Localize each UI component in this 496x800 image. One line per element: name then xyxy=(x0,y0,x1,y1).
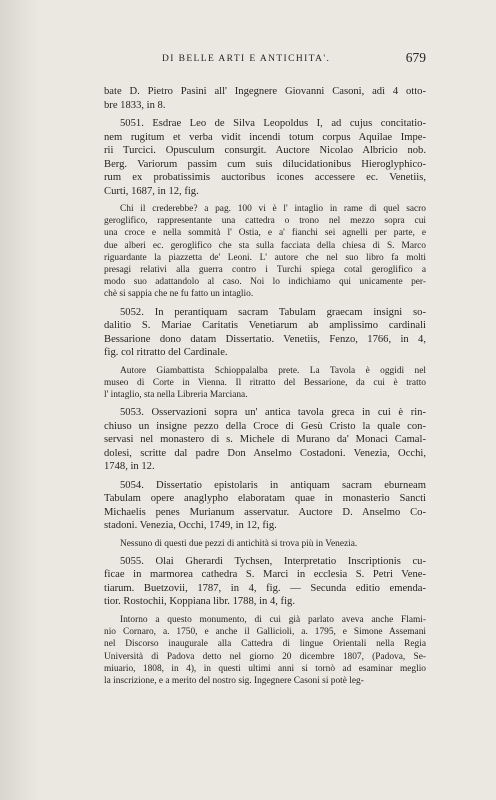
text-line: chè si sappia che ne fu fatto un intaglio. xyxy=(104,289,254,300)
text-line: Chi il crederebbe? a pag. 100 vi è l' intaglio in rame di quel sacro xyxy=(120,204,426,214)
catalog-entry xyxy=(104,85,426,112)
catalog-entry xyxy=(104,117,426,198)
text-line: chiuso un insigne pezzo della Croce di Gesù Cristo la quale con- xyxy=(104,420,426,432)
text-line: 5054. Dissertatio epistolaris in antiquam sacram eburneam xyxy=(120,479,426,491)
page-number: 679 xyxy=(405,50,426,65)
commentary-paragraph xyxy=(104,538,426,550)
text-line: Curti, 1687, in 12, fig. xyxy=(104,185,199,197)
text-line: museo di Corte in Vienna. Il ritratto del Bessarione, da cui è tratto xyxy=(104,377,426,388)
commentary-paragraph xyxy=(104,365,426,402)
text-line: dolesi, scritte dal padre Don Anselmo Costadoni. Venezia, Occhi, xyxy=(104,447,426,459)
text-line: tior. Rostochii, Koppiana libr. 1788, in 4, fig. xyxy=(104,596,295,608)
text-line: miuario, 1808, in 4), in questi ultimi anni si tornò ad esaminar meglio xyxy=(104,663,426,674)
text-line: Autore Giambattista Schioppalalba prete. La Tavola è oggidì nel xyxy=(120,365,426,376)
text-line: modo suo adattandolo al caso. Noi lo indichiamo qui unicamente per- xyxy=(104,277,426,288)
catalog-entry xyxy=(104,406,426,474)
text-line: la inscrizione, e a merito del nostro sig. Ingegnere Casoni si potè leg- xyxy=(104,675,364,686)
text-line: 1748, in 12. xyxy=(104,461,155,473)
text-line: stadoni. Venezia, Occhi, 1749, in 12, fig. xyxy=(104,520,277,532)
text-line: Intorno a questo monumento, di cui già parlato aveva anche Flami- xyxy=(120,614,426,625)
page-header xyxy=(104,50,426,70)
text-line: servasi nel monastero di s. Michele di Murano da' Monaci Camal- xyxy=(104,434,426,446)
text-line: 5052. In perantiquam sacram Tabulam graecam insigni so- xyxy=(120,306,426,318)
text-line: Berg. Variorum passim cum suis dilucidationibus Hieroglyphico- xyxy=(104,158,426,170)
text-line: Bessarione dono datam Dissertatio. Venetiis, Fenzo, 1766, in 4, xyxy=(104,333,426,345)
text-line: Università di Padova detto nel giorno 20 dicembre 1807, (Padova, Se- xyxy=(104,651,426,662)
text-line: dalitio S. Mariae Caritatis Venetiarum ab amplissimo cardinali xyxy=(104,320,426,332)
text-line: rum ex probatissimis auctoribus icones accessere ec. Venetiis, xyxy=(104,172,426,183)
text-line: 5055. Olai Gherardi Tychsen, Interpretatio Inscriptionis cu- xyxy=(120,555,426,567)
commentary-paragraph xyxy=(104,203,426,301)
text-line: Michaelis penes Murianum asservatur. Auctore D. Anselmo Co- xyxy=(104,506,426,518)
text-line: riguardante la piazzetta de' Leoni. L' autore che nel suo libro fa molti xyxy=(104,252,426,263)
text-line: bate D. Pietro Pasini all' Ingegnere Giovanni Casoni, adì 4 otto- xyxy=(104,86,426,97)
text-line: 5053. Osservazioni sopra un' antica tavola greca in cui è rin- xyxy=(120,407,426,419)
running-head: DI BELLE ARTI E ANTICHITA'. xyxy=(162,54,331,64)
text-line: Tabulam opere anaglypho elaboratam quae in monasterio Sancti xyxy=(104,493,426,505)
text-line: rii Turcici. Opusculum consurgit. Auctore Nicolao Albricio nob. xyxy=(104,145,426,156)
text-line: due alberi ec. geroglifico che sta sulla facciata della chiesa di S. Marco xyxy=(104,240,426,251)
text-line: fig. col ritratto del Cardinale. xyxy=(104,347,228,359)
text-line: nio Cornaro, a. 1750, e anche il Gallicioli, a. 1795, e Simone Assemani xyxy=(104,627,426,638)
text-line: ficae in marmorea cathedra S. Marci in ecclesia S. Petri Vene- xyxy=(104,569,426,581)
text-line: tiarum. Buetzovii, 1787, in 4, fig. — Secunda editio emenda- xyxy=(104,582,426,594)
text-line: 5051. Esdrae Leo de Silva Leopoldus I, ad cujus concitatio- xyxy=(120,118,426,129)
commentary-paragraph xyxy=(104,614,426,687)
text-line: l' intaglio, sta nella Libreria Marciana. xyxy=(104,390,248,401)
catalog-entry xyxy=(104,306,426,360)
text-line: presagi relativi alla guerra contro i Turchi spiega cotal geroglifico a xyxy=(104,265,426,276)
text-line: Nessuno di questi due pezzi di antichità si trova più in Venezia. xyxy=(120,538,358,549)
text-line: nem rugitum et verba vidit incendi totum corpus Aquilae Impe- xyxy=(104,131,426,143)
text-line: bre 1833, in 8. xyxy=(104,99,166,111)
text-line: geroglifico, rappresentante una cattedra o trono nel mezzo sopra cui xyxy=(104,216,426,227)
page-body xyxy=(104,80,426,689)
catalog-entry xyxy=(104,479,426,533)
text-line: nel Discorso inaugurale alla Cattedra di lingue Orientali nella Regia xyxy=(104,639,426,650)
catalog-entry xyxy=(104,555,426,609)
text-line: una croce e nella sommità l' Ostia, e a' fianchi sei agnelli per parte, e xyxy=(104,228,426,239)
